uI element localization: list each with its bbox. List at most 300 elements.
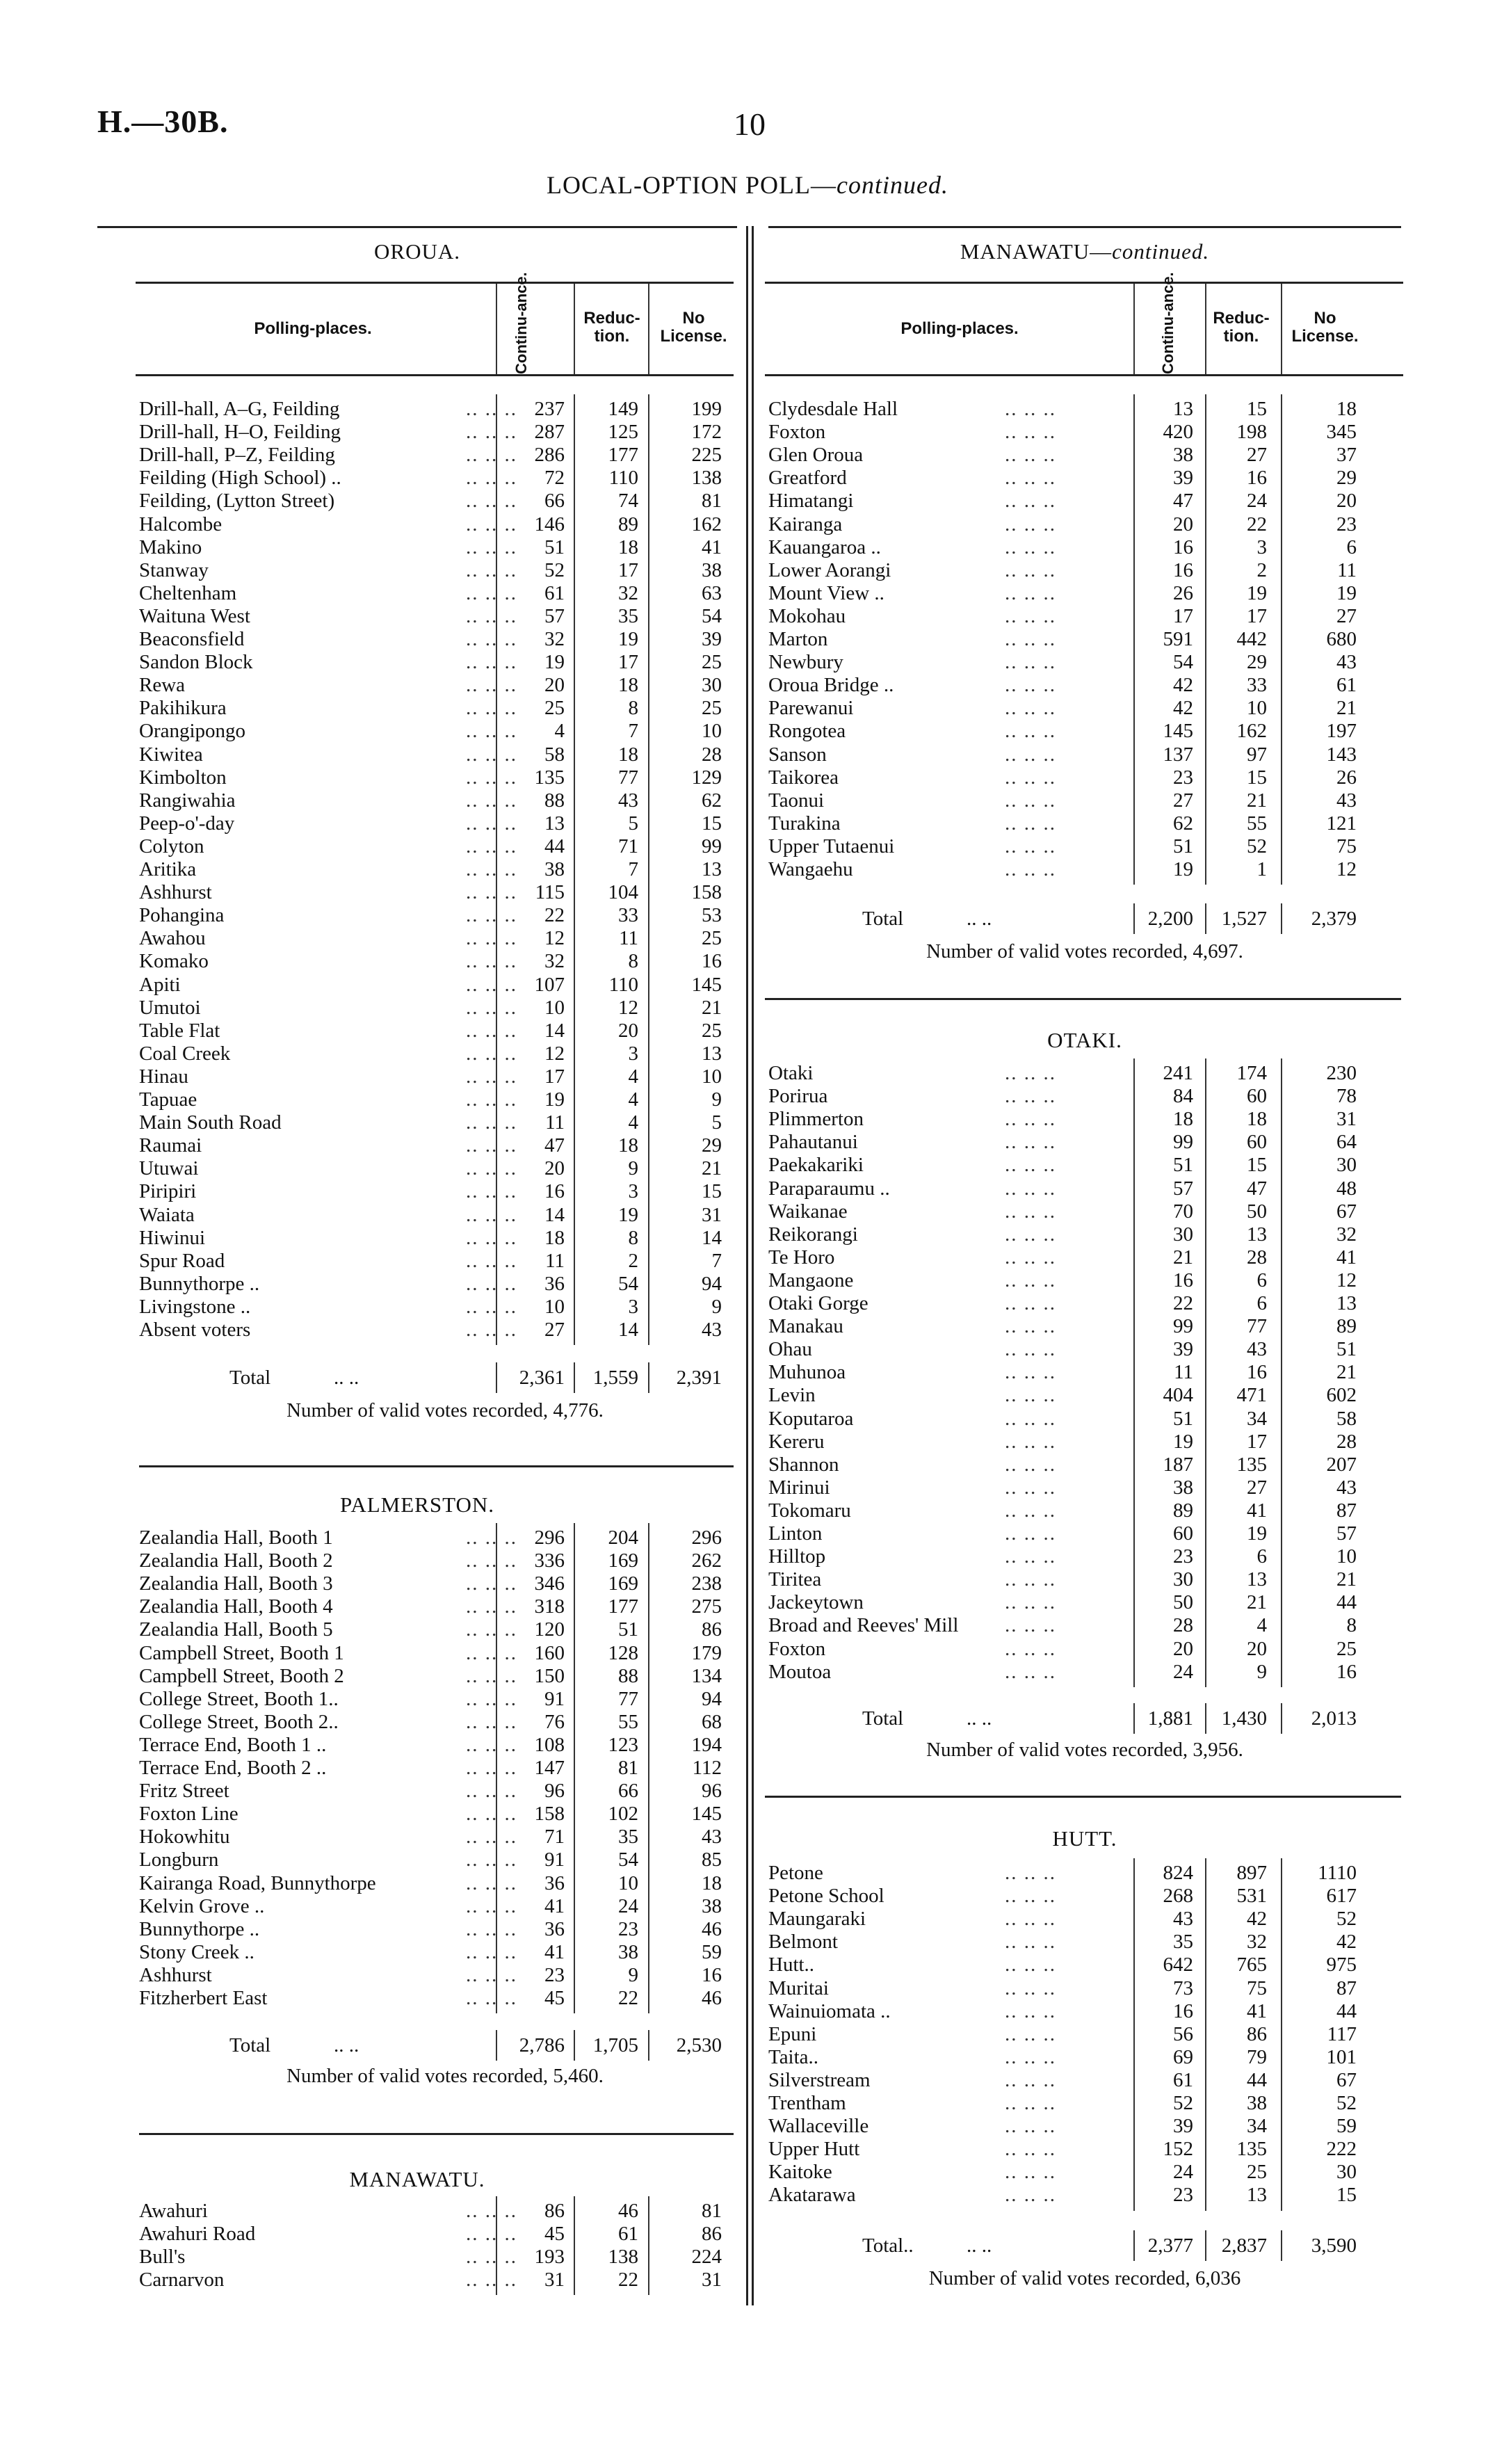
continuance-value: 71 — [544, 1826, 565, 1849]
table-row — [139, 1042, 737, 1065]
table-row — [139, 398, 737, 421]
no-license-value: 86 — [702, 2223, 722, 2246]
polling-place: Feilding (High School) .. — [139, 467, 341, 490]
total-reduction: 1,559 — [592, 1367, 638, 1389]
polling-place: Beaconsfield — [139, 628, 245, 650]
leader-dots: .. .. .. — [466, 1963, 517, 1986]
polling-place: Umutoi — [139, 996, 201, 1019]
no-license-value: 44 — [1336, 1999, 1357, 2022]
leader-dots: .. .. — [334, 2034, 359, 2056]
polling-place: Utuwai — [139, 1157, 199, 1180]
continuance-value: 19 — [544, 1088, 565, 1111]
table-row — [139, 1964, 737, 1987]
table-row — [768, 858, 1401, 881]
no-license-value: 68 — [702, 1710, 722, 1733]
table-row — [139, 1849, 737, 1871]
continuance-value: 824 — [1163, 1862, 1193, 1884]
polling-place: Bunnythorpe .. — [139, 1272, 260, 1295]
no-license-value: 86 — [702, 1618, 722, 1641]
no-license-value: 61 — [1336, 674, 1357, 697]
continuance-value: 27 — [544, 1319, 565, 1341]
no-license-value: 14 — [702, 1226, 722, 1249]
reduction-value: 162 — [1236, 720, 1267, 743]
reduction-value: 24 — [1247, 490, 1267, 513]
no-license-value: 99 — [702, 835, 722, 857]
continuance-value: 19 — [1173, 1430, 1193, 1453]
continuance-value: 60 — [1173, 1522, 1193, 1545]
leader-dots: .. .. .. — [466, 1226, 517, 1249]
reduction-value: 60 — [1247, 1085, 1267, 1108]
polling-place: Foxton — [768, 1637, 826, 1660]
polling-place: Terrace End, Booth 2 .. — [139, 1757, 327, 1779]
leader-dots: .. .. .. — [1005, 1223, 1056, 1246]
polling-place: Glen Oroua — [768, 444, 864, 467]
polling-place: Wangaehu — [768, 858, 853, 880]
no-license-value: 94 — [702, 1687, 722, 1710]
leader-dots: .. .. .. — [1005, 2184, 1056, 2207]
polling-place: Hutt.. — [768, 1954, 815, 1976]
reduction-value: 34 — [1247, 2115, 1267, 2138]
reduction-value: 18 — [618, 536, 638, 558]
table-row — [768, 1408, 1401, 1431]
table-row — [139, 1872, 737, 1895]
page-divider — [746, 226, 748, 2305]
rule — [1281, 394, 1282, 885]
page-title-continued: continued. — [837, 171, 948, 199]
reduction-value: 51 — [618, 1618, 638, 1641]
polling-place: Pohangina — [139, 904, 225, 927]
no-license-value: 81 — [702, 490, 722, 513]
leader-dots: .. .. .. — [1005, 2045, 1056, 2068]
no-license-value: 10 — [702, 1065, 722, 1088]
otaki-valid-votes: Number of valid votes recorded, 3,956. — [926, 1739, 1243, 1761]
polling-place: Broad and Reeves' Mill — [768, 1614, 959, 1637]
no-license-value: 6 — [1346, 536, 1357, 558]
table-row — [768, 582, 1401, 605]
no-license-value: 602 — [1326, 1384, 1357, 1407]
table-row — [768, 1223, 1401, 1246]
reduction-value: 110 — [608, 973, 638, 996]
reduction-value: 16 — [1247, 467, 1267, 490]
leader-dots: .. .. .. — [1005, 1591, 1056, 1614]
continuance-value: 16 — [1173, 1269, 1193, 1291]
reduction-value: 77 — [618, 766, 638, 789]
table-row — [139, 2223, 737, 2246]
total-continuance: 1,881 — [1147, 1707, 1193, 1730]
continuance-value: 115 — [535, 881, 565, 904]
table-row — [139, 582, 737, 605]
table-row — [768, 720, 1401, 743]
table-row — [139, 1595, 737, 1618]
polling-place: Campbell Street, Booth 2 — [139, 1664, 344, 1687]
table-row — [768, 1522, 1401, 1545]
reduction-value: 18 — [618, 674, 638, 697]
reduction-value: 125 — [608, 421, 638, 444]
no-license-value: 58 — [1336, 1407, 1357, 1430]
continuance-value: 57 — [544, 604, 565, 627]
no-license-value: 67 — [1336, 1200, 1357, 1223]
oroua-valid-votes: Number of valid votes recorded, 4,776. — [286, 1399, 604, 1422]
total-continuance: 2,361 — [519, 1367, 565, 1389]
continuance-value: 4 — [554, 720, 565, 743]
reduction-value: 34 — [1247, 1407, 1267, 1430]
reduction-value: 177 — [608, 444, 638, 467]
continuance-value: 50 — [1173, 1591, 1193, 1614]
no-license-value: 101 — [1326, 2045, 1357, 2068]
continuance-value: 23 — [1173, 766, 1193, 789]
leader-dots: .. .. .. — [466, 581, 517, 604]
leader-dots: .. .. .. — [466, 1157, 517, 1180]
no-license-value: 37 — [1336, 444, 1357, 467]
table-row — [768, 490, 1401, 513]
leader-dots: .. .. .. — [1005, 1999, 1056, 2022]
section-title-otaki: OTAKI. — [1047, 1028, 1122, 1052]
table-row — [139, 2200, 737, 2223]
continuance-value: 84 — [1173, 1085, 1193, 1108]
table-row — [768, 467, 1401, 490]
reduction-value: 9 — [628, 1157, 638, 1180]
polling-place: Awahuri — [139, 2200, 208, 2222]
no-license-value: 46 — [702, 1987, 722, 2009]
reduction-value: 35 — [618, 1826, 638, 1849]
reduction-value: 18 — [618, 1134, 638, 1157]
continuance-value: 35 — [1173, 1931, 1193, 1954]
reduction-value: 17 — [1247, 1430, 1267, 1453]
leader-dots: .. .. .. — [1005, 1269, 1056, 1291]
table-row — [768, 1499, 1401, 1522]
continuance-value: 89 — [1173, 1499, 1193, 1522]
polling-place: Hilltop — [768, 1545, 826, 1568]
continuance-value: 296 — [534, 1527, 565, 1549]
no-license-value: 143 — [1326, 743, 1357, 766]
no-license-value: 43 — [1336, 651, 1357, 674]
no-license-value: 87 — [1336, 1499, 1357, 1522]
polling-place: Hiwinui — [139, 1226, 206, 1249]
continuance-value: 42 — [1173, 697, 1193, 720]
leader-dots: .. .. .. — [1005, 1131, 1056, 1154]
rule — [1133, 2230, 1135, 2261]
reduction-value: 1 — [1256, 858, 1267, 880]
no-license-value: 26 — [1336, 766, 1357, 789]
leader-dots: .. .. .. — [1005, 1522, 1056, 1545]
rule — [496, 2030, 497, 2061]
leader-dots: .. .. .. — [466, 1710, 517, 1733]
no-license-value: 222 — [1326, 2138, 1357, 2161]
column-header-no-license: No License. — [660, 309, 727, 346]
continuance-value: 13 — [544, 812, 565, 835]
reduction-value: 6 — [1256, 1269, 1267, 1291]
reduction-value: 19 — [618, 628, 638, 650]
table-row — [139, 950, 737, 973]
reduction-value: 66 — [618, 1780, 638, 1803]
no-license-value: 134 — [691, 1664, 722, 1687]
polling-place: Piripiri — [139, 1180, 197, 1203]
no-license-value: 41 — [702, 536, 722, 558]
leader-dots: .. .. .. — [1005, 651, 1056, 674]
no-license-value: 31 — [702, 2269, 722, 2292]
no-license-value: 20 — [1336, 490, 1357, 513]
no-license-value: 617 — [1326, 1885, 1357, 1908]
leader-dots: .. .. .. — [466, 743, 517, 766]
table-row — [139, 1527, 737, 1549]
no-license-value: 13 — [702, 858, 722, 880]
polling-place: Waikanae — [768, 1200, 848, 1223]
table-row — [768, 1545, 1401, 1568]
page-divider — [752, 226, 754, 2305]
polling-place: Reikorangi — [768, 1223, 858, 1246]
continuance-value: 66 — [544, 490, 565, 513]
polling-place: Stanway — [139, 558, 209, 581]
reduction-value: 41 — [1247, 1499, 1267, 1522]
table-row — [768, 1661, 1401, 1684]
continuance-value: 286 — [534, 444, 565, 467]
reduction-value: 77 — [1247, 1315, 1267, 1338]
continuance-value: 150 — [534, 1664, 565, 1687]
table-row — [139, 1549, 737, 1572]
reduction-value: 4 — [628, 1088, 638, 1111]
table-row — [768, 1200, 1401, 1223]
polling-place: Awahuri Road — [139, 2223, 256, 2246]
table-row — [768, 628, 1401, 651]
no-license-value: 112 — [692, 1757, 722, 1779]
polling-place: Sanson — [768, 743, 827, 766]
table-row — [139, 812, 737, 835]
leader-dots: .. .. .. — [1005, 1931, 1056, 1954]
polling-place: Silverstream — [768, 2068, 871, 2091]
rule — [574, 1362, 575, 1393]
table-row — [768, 421, 1401, 444]
no-license-value: 43 — [1336, 789, 1357, 812]
rule — [139, 1465, 734, 1467]
table-row — [139, 1734, 737, 1757]
continuance-value: 44 — [544, 835, 565, 857]
table-row — [768, 536, 1401, 559]
no-license-value: 59 — [702, 1940, 722, 1963]
continuance-value: 96 — [544, 1780, 565, 1803]
leader-dots: .. .. .. — [466, 1295, 517, 1318]
polling-place: College Street, Booth 1.. — [139, 1687, 339, 1710]
table-row — [768, 605, 1401, 628]
leader-dots: .. .. .. — [1005, 467, 1056, 490]
table-row — [768, 743, 1401, 766]
table-row — [768, 2069, 1401, 2092]
total-label: Total — [229, 2034, 271, 2056]
table-row — [768, 2115, 1401, 2138]
continuance-value: 642 — [1163, 1954, 1193, 1976]
reduction-value: 138 — [608, 2246, 638, 2269]
leader-dots: .. .. .. — [466, 2246, 517, 2269]
table-row — [768, 1931, 1401, 1954]
leader-dots: .. .. .. — [1005, 1338, 1056, 1361]
continuance-value: 17 — [1173, 604, 1193, 627]
table-row — [768, 1131, 1401, 1154]
table-row — [768, 697, 1401, 720]
reduction-value: 38 — [1247, 2092, 1267, 2114]
polling-place: Belmont — [768, 1931, 838, 1954]
leader-dots: .. .. .. — [466, 467, 517, 490]
reduction-value: 6 — [1256, 1292, 1267, 1314]
no-license-value: 145 — [691, 973, 722, 996]
leader-dots: .. .. .. — [466, 1111, 517, 1134]
leader-dots: .. .. .. — [466, 1134, 517, 1157]
table-row — [139, 1227, 737, 1250]
reduction-value: 88 — [618, 1664, 638, 1687]
no-license-value: 16 — [702, 950, 722, 973]
continuance-value: 16 — [1173, 1999, 1193, 2022]
table-row — [139, 927, 737, 950]
polling-place: Livingstone .. — [139, 1295, 251, 1318]
table-row — [768, 1476, 1401, 1499]
leader-dots: .. .. .. — [466, 1849, 517, 1871]
no-license-value: 43 — [702, 1319, 722, 1341]
no-license-value: 43 — [1336, 1476, 1357, 1499]
leader-dots: .. .. .. — [1005, 697, 1056, 720]
reduction-value: 13 — [1247, 1568, 1267, 1591]
rule — [139, 2133, 734, 2135]
table-row — [139, 835, 737, 858]
polling-place: Kairanga — [768, 513, 843, 536]
reduction-value: 79 — [1247, 2045, 1267, 2068]
no-license-value: 13 — [702, 1042, 722, 1065]
continuance-value: 26 — [1173, 581, 1193, 604]
no-license-value: 207 — [1326, 1453, 1357, 1476]
column-header-continuance: Continu-ance. — [1159, 272, 1177, 374]
leader-dots: .. .. .. — [1005, 444, 1056, 467]
reduction-value: 41 — [1247, 1999, 1267, 2022]
continuance-value: 99 — [1173, 1131, 1193, 1154]
rule — [496, 1362, 497, 1393]
reduction-value: 43 — [1247, 1338, 1267, 1361]
total-no-license: 2,013 — [1311, 1707, 1357, 1730]
continuance-value: 57 — [1173, 1177, 1193, 1200]
table-row — [768, 398, 1401, 421]
no-license-value: 44 — [1336, 1591, 1357, 1614]
leader-dots: .. .. .. — [466, 651, 517, 674]
page-title — [0, 170, 1495, 200]
reduction-value: 75 — [1247, 1976, 1267, 1999]
table-row — [139, 444, 737, 467]
leader-dots: .. .. .. — [466, 1272, 517, 1295]
no-license-value: 179 — [691, 1641, 722, 1664]
no-license-value: 224 — [691, 2246, 722, 2269]
leader-dots: .. .. .. — [1005, 558, 1056, 581]
column-header-polling-places: Polling-places. — [254, 319, 372, 338]
continuance-value: 72 — [544, 467, 565, 490]
rule — [1205, 1858, 1206, 2211]
reduction-value: 55 — [618, 1710, 638, 1733]
leader-dots: .. .. .. — [1005, 1384, 1056, 1407]
manawatu-valid-votes: Number of valid votes recorded, 4,697. — [926, 940, 1243, 963]
polling-place: Wallaceville — [768, 2115, 869, 2138]
table-row — [139, 1987, 737, 2010]
no-license-value: 25 — [702, 927, 722, 950]
no-license-value: 16 — [702, 1963, 722, 1986]
leader-dots: .. .. .. — [466, 766, 517, 789]
table-row — [139, 1918, 737, 1941]
continuance-value: 42 — [1173, 674, 1193, 697]
polling-place: Aritika — [139, 858, 197, 880]
rule — [648, 1362, 649, 1393]
no-license-value: 75 — [1336, 835, 1357, 857]
continuance-value: 21 — [1173, 1246, 1193, 1269]
no-license-value: 21 — [702, 996, 722, 1019]
table-row — [768, 1885, 1401, 1908]
table-row — [768, 1862, 1401, 1885]
table-row — [139, 1711, 737, 1734]
leader-dots: .. .. .. — [1005, 1085, 1056, 1108]
leader-dots: .. .. .. — [1005, 2161, 1056, 2184]
reduction-value: 27 — [1247, 1476, 1267, 1499]
reduction-value: 4 — [628, 1111, 638, 1134]
rule — [1205, 1703, 1206, 1734]
polling-place: Longburn — [139, 1849, 219, 1871]
continuance-value: 99 — [1173, 1315, 1193, 1338]
polling-place: Stony Creek .. — [139, 1940, 254, 1963]
leader-dots: .. .. .. — [1005, 720, 1056, 743]
polling-place: Taikorea — [768, 766, 839, 789]
rule — [765, 1796, 1401, 1798]
continuance-value: 145 — [1163, 720, 1193, 743]
leader-dots: .. .. .. — [466, 558, 517, 581]
leader-dots: .. .. .. — [466, 1527, 517, 1549]
polling-place: Marton — [768, 628, 828, 650]
table-row — [139, 2269, 737, 2292]
column-header-reduction: Reduc- tion. — [583, 309, 640, 346]
no-license-value: 51 — [1336, 1338, 1357, 1361]
leader-dots: .. .. .. — [1005, 1453, 1056, 1476]
continuance-value: 36 — [544, 1917, 565, 1940]
polling-place: Trentham — [768, 2092, 846, 2114]
no-license-value: 15 — [1336, 2184, 1357, 2207]
leader-dots: .. .. .. — [466, 927, 517, 950]
reduction-value: 60 — [1247, 1131, 1267, 1154]
table-row — [768, 559, 1401, 582]
total-reduction: 1,430 — [1221, 1707, 1267, 1730]
rule — [1133, 284, 1135, 376]
continuance-value: 16 — [1173, 536, 1193, 558]
no-license-value: 13 — [1336, 1292, 1357, 1314]
leader-dots: .. .. .. — [466, 490, 517, 513]
rule — [648, 284, 649, 376]
continuance-value: 52 — [1173, 2092, 1193, 2114]
no-license-value: 21 — [1336, 697, 1357, 720]
no-license-value: 8 — [1346, 1614, 1357, 1637]
continuance-value: 193 — [534, 2246, 565, 2269]
table-row — [768, 651, 1401, 674]
reduction-value: 24 — [618, 1894, 638, 1917]
rule — [574, 394, 575, 1345]
total-continuance: 2,786 — [519, 2034, 565, 2056]
continuance-value: 52 — [544, 558, 565, 581]
reduction-value: 3 — [1256, 536, 1267, 558]
polling-place: Akatarawa — [768, 2184, 856, 2207]
polling-place: Cheltenham — [139, 581, 237, 604]
continuance-value: 41 — [544, 1894, 565, 1917]
continuance-value: 27 — [1173, 789, 1193, 812]
reduction-value: 17 — [1247, 604, 1267, 627]
table-row — [139, 536, 737, 559]
reduction-value: 28 — [1247, 1246, 1267, 1269]
continuance-value: 39 — [1173, 2115, 1193, 2138]
leader-dots: .. .. .. — [1005, 1885, 1056, 1908]
no-license-value: 25 — [702, 697, 722, 720]
no-license-value: 230 — [1326, 1062, 1357, 1084]
no-license-value: 53 — [702, 904, 722, 927]
polling-place: Kaitoke — [768, 2161, 832, 2184]
continuance-value: 38 — [1173, 1476, 1193, 1499]
no-license-value: 5 — [711, 1111, 722, 1134]
leader-dots: .. .. .. — [466, 1088, 517, 1111]
